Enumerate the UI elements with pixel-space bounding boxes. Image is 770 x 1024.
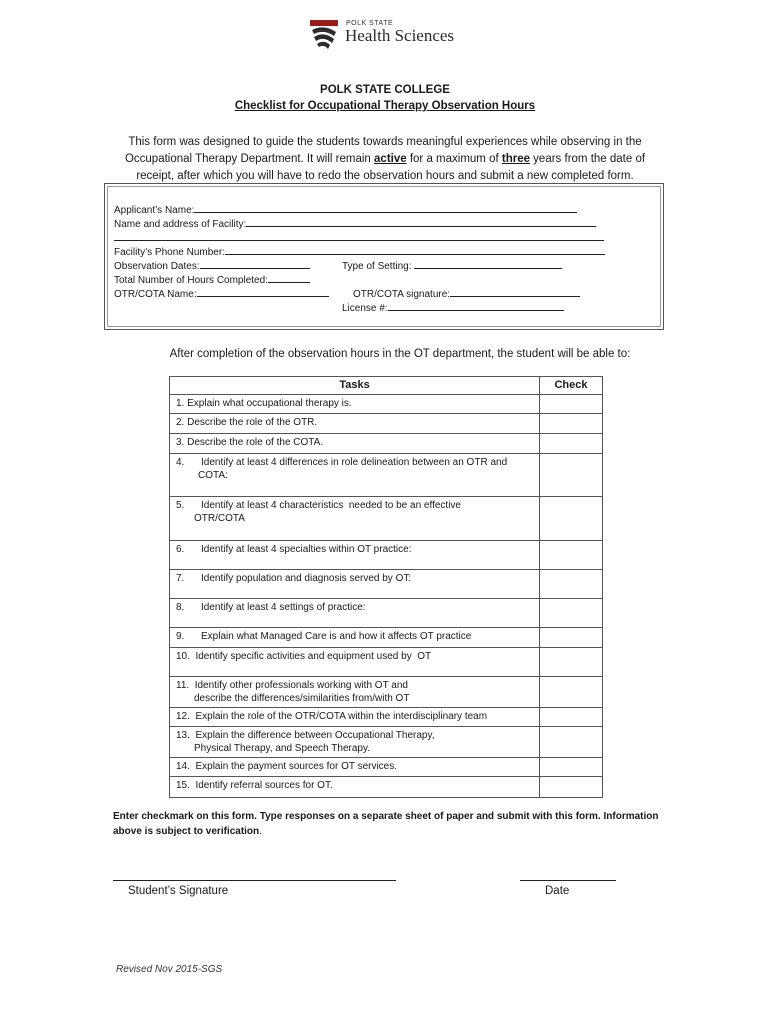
otr-cota-name-label: OTR/COTA Name: [114, 289, 197, 300]
check-cell-15[interactable] [540, 777, 603, 798]
table-row [170, 599, 603, 628]
check-cell-1[interactable] [540, 395, 603, 414]
table-row [170, 708, 603, 727]
facility-phone-field[interactable] [114, 245, 605, 259]
task-7: 7. Identify population and diagnosis served by OT: [170, 570, 540, 599]
date-line[interactable] [520, 880, 616, 881]
check-cell-7[interactable] [540, 570, 603, 599]
observation-dates-label: Observation Dates: [114, 261, 200, 272]
applicant-name-label: Applicant’s Name: [114, 205, 195, 216]
applicant-info-box [104, 183, 664, 330]
logo-emblem-icon [308, 18, 340, 52]
table-row [170, 570, 603, 599]
intro-three: three [501, 153, 530, 165]
otr-cota-name-field[interactable] [114, 287, 329, 301]
type-of-setting-label: Type of Setting: [342, 261, 412, 272]
logo-top-text: POLK STATE [346, 20, 394, 27]
check-cell-14[interactable] [540, 758, 603, 777]
check-cell-9[interactable] [540, 628, 603, 648]
check-cell-10[interactable] [540, 648, 603, 677]
check-cell-3[interactable] [540, 434, 603, 454]
after-completion-text: After completion of the observation hours in the OT department, the student will be able to: [169, 348, 631, 360]
table-row [170, 414, 603, 434]
submission-notice: Enter checkmark on this form. Type responses on a separate sheet of paper and submit with this form. Information above is subject to verification. [113, 811, 659, 837]
polk-state-logo [308, 18, 468, 56]
total-hours-label: Total Number of Hours Completed: [114, 275, 268, 286]
check-cell-8[interactable] [540, 599, 603, 628]
table-row [170, 541, 603, 570]
task-4-line1: 4. Identify at least 4 differences in role delineation between an OTR and [176, 457, 508, 468]
intro-part3: years from the date of receipt, after which you will have to redo the observation hours and submit a new completed form. [136, 153, 646, 182]
table-row [170, 395, 603, 414]
table-header-row [170, 377, 603, 395]
table-row [170, 434, 603, 454]
total-hours-field[interactable] [114, 273, 310, 287]
table-row [170, 777, 603, 798]
task-13-line1: 13. Explain the difference between Occupational Therapy, [176, 730, 435, 741]
task-11-line1: 11. Identify other professionals working with OT and [176, 680, 408, 691]
tasks-header: Tasks [170, 377, 540, 395]
otr-cota-signature-label: OTR/COTA signature: [353, 289, 451, 300]
intro-part2: for a maximum of [406, 153, 502, 165]
task-11 [170, 677, 540, 708]
notice-text: Enter checkmark on this form. Type responses on a separate sheet of paper and submit with this form. Information above is subject to verification [113, 811, 659, 837]
task-10: 10. Identify specific activities and equipment used by OT [170, 648, 540, 677]
check-cell-2[interactable] [540, 414, 603, 434]
task-1: 1. Explain what occupational therapy is. [170, 395, 540, 414]
otr-cota-signature-field[interactable] [353, 287, 580, 301]
facility-phone-label: Facility’s Phone Number: [114, 247, 225, 258]
task-9: 9. Explain what Managed Care is and how it affects OT practice [170, 628, 540, 648]
facility-address-line[interactable] [114, 231, 604, 245]
observation-dates-field[interactable] [114, 259, 310, 273]
college-title: POLK STATE COLLEGE [320, 84, 450, 96]
check-cell-6[interactable] [540, 541, 603, 570]
check-cell-12[interactable] [540, 708, 603, 727]
task-13 [170, 727, 540, 758]
intro-active: active [374, 153, 407, 165]
facility-name-field[interactable] [114, 217, 596, 231]
student-signature-line[interactable] [113, 880, 396, 881]
type-of-setting-field[interactable] [342, 259, 562, 273]
task-5-line1: 5. Identify at least 4 characteristics needed to be an effective [176, 500, 461, 511]
task-11-line2: describe the differences/similarities from/with OT [194, 693, 410, 704]
task-5 [170, 497, 540, 541]
task-6: 6. Identify at least 4 specialties within OT practice: [170, 541, 540, 570]
date-label: Date [545, 885, 570, 897]
task-13-line2: Physical Therapy, and Speech Therapy. [194, 743, 371, 754]
check-cell-4[interactable] [540, 454, 603, 497]
task-3: 3. Describe the role of the COTA. [170, 434, 540, 454]
student-signature-label: Student’s Signature [128, 885, 229, 897]
task-5-line2: OTR/COTA [194, 513, 245, 524]
task-14: 14. Explain the payment sources for OT services. [170, 758, 540, 777]
table-row [170, 454, 603, 497]
table-row [170, 497, 603, 541]
table-row [170, 628, 603, 648]
applicant-name-field[interactable] [114, 203, 577, 217]
check-cell-13[interactable] [540, 727, 603, 758]
revision-note: Revised Nov 2015-SGS [116, 964, 223, 975]
task-8: 8. Identify at least 4 settings of practice: [170, 599, 540, 628]
table-row [170, 648, 603, 677]
task-2: 2. Describe the role of the OTR. [170, 414, 540, 434]
license-label: License #: [342, 303, 388, 314]
intro-part1: This form was designed to guide the students towards meaningful experiences while observing in the Occupational Therapy Department. It will remain [124, 136, 642, 165]
form-subtitle: Checklist for Occupational Therapy Observation Hours [234, 100, 536, 112]
check-cell-5[interactable] [540, 497, 603, 541]
intro-paragraph [105, 134, 665, 185]
task-15: 15. Identify referral sources for OT. [170, 777, 540, 798]
logo-main-text: Health Sciences [345, 26, 455, 45]
tasks-table [169, 376, 603, 798]
table-row [170, 677, 603, 708]
task-4-line2: COTA: [198, 470, 228, 481]
task-12: 12. Explain the role of the OTR/COTA within the interdisciplinary team [170, 708, 540, 727]
task-4 [170, 454, 540, 497]
facility-name-label: Name and address of Facility: [114, 219, 247, 230]
check-header: Check [540, 377, 603, 395]
table-row [170, 758, 603, 777]
check-cell-11[interactable] [540, 677, 603, 708]
license-field[interactable] [342, 301, 564, 315]
table-row [170, 727, 603, 758]
